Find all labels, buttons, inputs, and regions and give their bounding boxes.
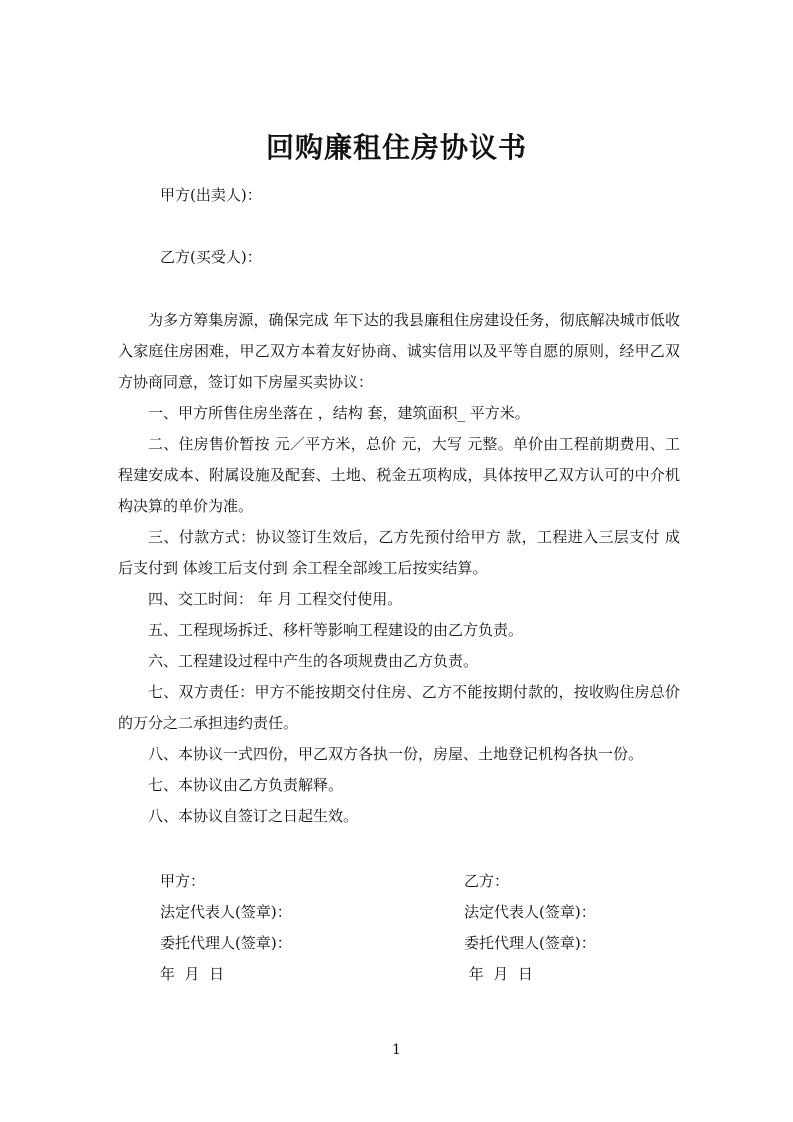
paragraph-clause-8-copies: 八、本协议一式四份，甲乙双方各执一份，房屋、土地登记机构各执一份。 [148,745,644,763]
page-number: 1 [392,1042,401,1058]
party-b-line: 乙方(买受人)： [160,248,262,266]
paragraph-clause-1-location: 一、甲方所售住房坐落在 ，结构 套，建筑面积_ 平方米。 [148,404,530,422]
party-b-date: 年 月 日 [464,965,533,983]
paragraph-preamble: 为多方筹集房源，确保完成 年下达的我县廉租住房建设任务，彻底解决城市低收入家庭住房困难，甲乙双方本着友好协商、诚实信用以及平等自愿的原则，经甲乙双方协商同意，签订如下房屋买卖协议： [118,311,680,391]
paragraph-clause-interpretation: 七、本协议由乙方负责解释。 [148,776,344,794]
agreement-body [118,305,680,832]
party-b-label: 乙方： [464,872,510,890]
signature-party-a [160,866,292,990]
paragraph-clause-2-price: 二、住房售价暂按 元／平方米，总价 元，大写 元整。单价由工程前期费用、工程建安成本、附属设施及配套、土地、税金五项构成，具体按甲乙双方认可的中介机构决算的单价为准。 [118,435,680,515]
party-a-date: 年 月 日 [160,965,225,983]
party-a-label: 甲方： [160,872,206,890]
paragraph-clause-effective: 八、本协议自签订之日起生效。 [148,807,359,825]
signature-party-b [464,866,596,990]
party-a-legal-rep: 法定代表人(签章)： [160,903,292,921]
paragraph-clause-5-demolition: 五、工程现场拆迁、移杆等影响工程建设的由乙方负责。 [148,621,524,639]
paragraph-clause-7-liability: 七、双方责任：甲方不能按期交付住房、乙方不能按期付款的，按收购住房总价的万分之二承担违约责任。 [118,683,680,732]
paragraph-clause-4-delivery: 四、交工时间： 年 月 工程交付使用。 [148,590,403,608]
document-title: 回购廉租住房协议书 [265,131,527,164]
party-b-agent: 委托代理人(签章)： [464,934,596,952]
party-a-line: 甲方(出卖人)： [160,186,262,204]
paragraph-clause-6-fees: 六、工程建设过程中产生的各项规费由乙方负责。 [148,652,479,670]
paragraph-clause-3-payment: 三、付款方式：协议签订生效后，乙方先预付给甲方 款，工程进入三层支付 成后支付到 体竣工后支付到 余工程全部竣工后按实结算。 [118,528,680,577]
party-b-legal-rep: 法定代表人(签章)： [464,903,596,921]
party-a-agent: 委托代理人(签章)： [160,934,292,952]
